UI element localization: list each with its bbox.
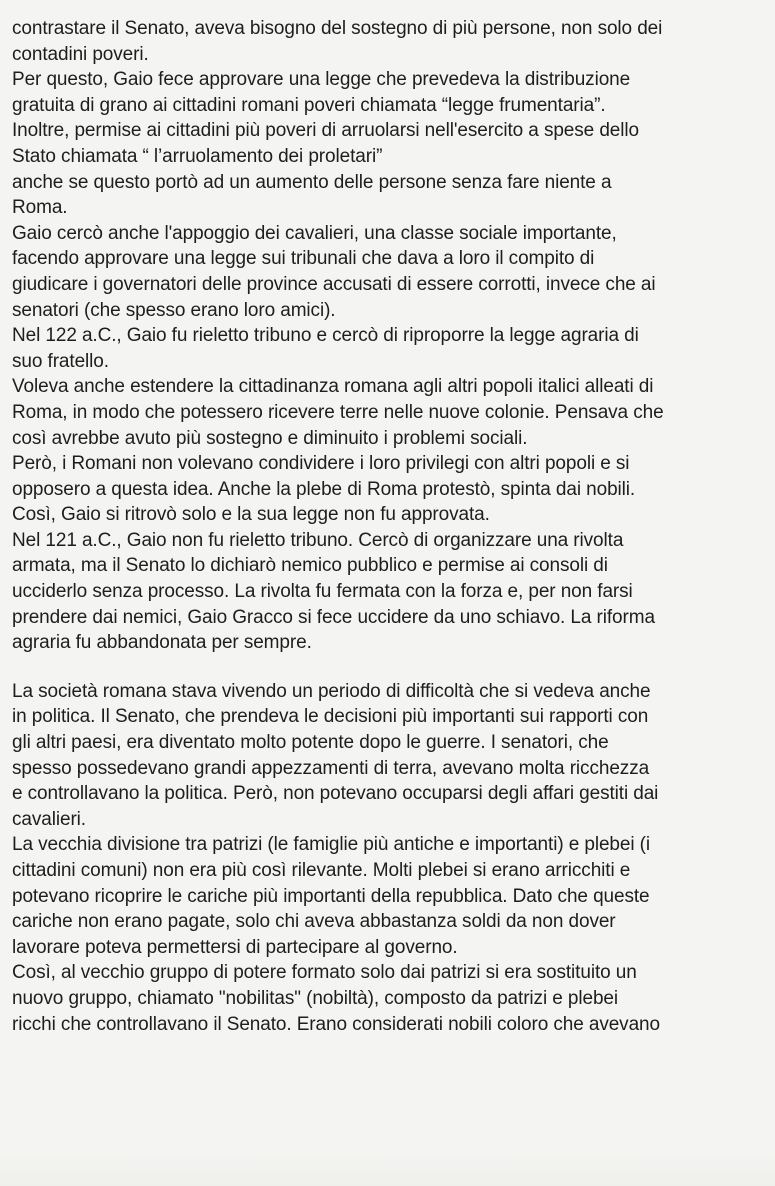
text-line: facendo approvare una legge sui tribunali che dava a loro il compito di xyxy=(12,248,595,270)
text-line: suo fratello. xyxy=(12,350,109,372)
text-line: Gaio cercò anche l'appoggio dei cavalieri, una classe sociale importante, xyxy=(12,222,617,244)
text-line: giudicare i governatori delle province accusati di essere corrotti, invece che ai xyxy=(12,273,656,295)
text-line: senatori (che spesso erano loro amici). xyxy=(12,299,336,321)
text-line: cittadini comuni) non era più così rilevante. Molti plebei si erano arricchiti e xyxy=(12,860,631,881)
text-line: nuovo gruppo, chiamato "nobilitas" (nobiltà), composto da patrizi e plebei xyxy=(12,987,619,1009)
text-line: contrastare il Senato, aveva bisogno del sostegno di più persone, non solo dei xyxy=(12,18,663,39)
text-line: cariche non erano pagate, solo chi aveva abbastanza soldi da non dover xyxy=(12,911,616,933)
text-section xyxy=(12,16,765,656)
text-line: Voleva anche estendere la cittadinanza romana agli altri popoli italici alleati di xyxy=(12,376,654,398)
text-line: La vecchia divisione tra patrizi (le famiglie più antiche e importanti) e plebei (i xyxy=(12,834,651,856)
text-line: Così, Gaio si ritrovò solo e la sua legge non fu approvata. xyxy=(12,504,490,526)
text-line: spesso possedevano grandi appezzamenti di terra, avevano molta ricchezza xyxy=(12,757,650,779)
text-line: Stato chiamata “ l’arruolamento dei proletari” xyxy=(12,145,383,167)
text-line: cavalieri. xyxy=(12,808,86,830)
text-line: Nel 122 a.C., Gaio fu rieletto tribuno e cercò di riproporre la legge agraria di xyxy=(12,325,639,347)
text-line: gratuita di grano ai cittadini romani poveri chiamata “legge frumentaria”. xyxy=(12,94,606,116)
text-section xyxy=(12,679,765,1037)
text-line: lavorare poteva permettersi di partecipare al governo. xyxy=(12,936,458,958)
text-line: Nel 121 a.C., Gaio non fu rieletto tribuno. Cercò di organizzare una rivolta xyxy=(12,529,624,551)
text-line: gli altri paesi, era diventato molto potente dopo le guerre. I senatori, che xyxy=(12,732,609,754)
text-line: Però, i Romani non volevano condividere i loro privilegi con altri popoli e si xyxy=(12,453,630,475)
text-line: potevano ricoprire le cariche più importanti della repubblica. Dato che queste xyxy=(12,885,650,907)
text-line: agraria fu abbandonata per sempre. xyxy=(12,632,312,654)
text-line: Roma, in modo che potessero ricevere terre nelle nuove colonie. Pensava che xyxy=(12,401,664,423)
text-line: Così, al vecchio gruppo di potere formato solo dai patrizi si era sostituito un xyxy=(12,962,637,984)
text-line: Per questo, Gaio fece approvare una legge che prevedeva la distribuzione xyxy=(12,69,631,91)
text-line: ucciderlo senza processo. La rivolta fu fermata con la forza e, per non farsi xyxy=(12,581,633,603)
text-line: anche se questo portò ad un aumento delle persone senza fare niente a xyxy=(12,171,612,193)
page-bottom-shade xyxy=(0,1150,775,1186)
text-line: così avrebbe avuto più sostegno e diminuito i problemi sociali. xyxy=(12,427,528,449)
text-line: contadini poveri. xyxy=(12,43,149,65)
text-line: prendere dai nemici, Gaio Gracco si fece uccidere da uno schiavo. La riforma xyxy=(12,606,655,628)
text-line: ricchi che controllavano il Senato. Erano considerati nobili coloro che avevano xyxy=(12,1013,660,1035)
text-line: in politica. Il Senato, che prendeva le decisioni più importanti sui rapporti con xyxy=(12,706,649,728)
text-line: opposero a questa idea. Anche la plebe di Roma protestò, spinta dai nobili. xyxy=(12,478,636,500)
text-line: armata, ma il Senato lo dichiarò nemico pubblico e permise ai consoli di xyxy=(12,555,608,577)
text-line: Inoltre, permise ai cittadini più poveri di arruolarsi nell'esercito a spese dello xyxy=(12,120,639,142)
text-line: e controllavano la politica. Però, non potevano occuparsi degli affari gestiti dai xyxy=(12,783,659,805)
text-line: Roma. xyxy=(12,197,68,219)
text-line: La società romana stava vivendo un periodo di difficoltà che si vedeva anche xyxy=(12,680,651,702)
paragraph-gap xyxy=(12,656,765,679)
